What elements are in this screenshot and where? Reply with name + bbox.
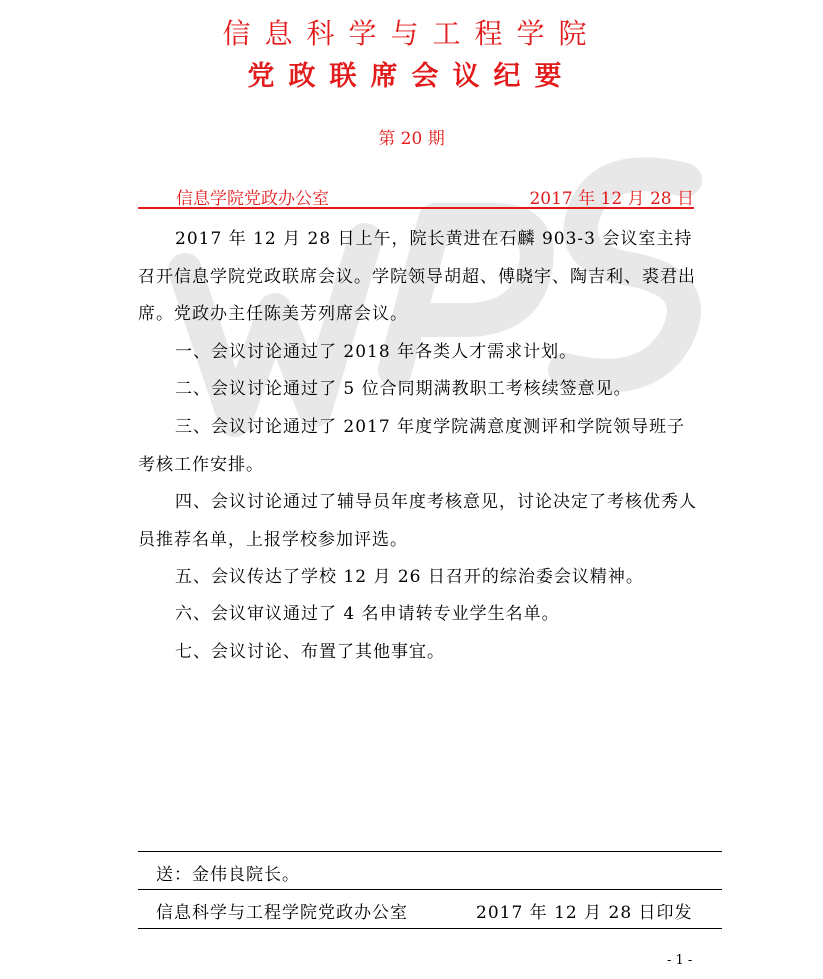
document-title-line1: 信息科学与工程学院 bbox=[222, 17, 601, 50]
header-row bbox=[138, 184, 694, 208]
footer-divider-bottom bbox=[138, 928, 722, 929]
intro-paragraph: 2017 年 12 月 28 日上午，院长黄进在石麟 903-3 会议室主持召开信息学院党政联席会议。学院领导胡超、傅晓宇、陶吉利、裘君出席。党政办主任陈美芳列席会议。 bbox=[138, 229, 696, 324]
agenda-item-6: 六、会议审议通过了 4 名申请转专业学生名单。 bbox=[175, 604, 560, 624]
footer-issuer: 信息科学与工程学院党政办公室 bbox=[156, 903, 408, 923]
agenda-item-3: 三、会议讨论通过了 2017 年度学院满意度测评和学院领导班子考核工作安排。 bbox=[138, 417, 686, 475]
agenda-item-2: 二、会议讨论通过了 5 位合同期满教职工考核续签意见。 bbox=[175, 379, 632, 399]
footer-issue-date: 2017 年 12 月 28 日印发 bbox=[476, 903, 693, 923]
meeting-date: 2017 年 12 月 28 日 bbox=[529, 189, 694, 209]
recipient-line: 送：金伟良院长。 bbox=[156, 865, 300, 885]
red-divider bbox=[138, 207, 694, 209]
page-number: - 1 - bbox=[667, 953, 693, 968]
issue-number: 第 20 期 bbox=[378, 129, 445, 149]
issuer-office: 信息学院党政办公室 bbox=[176, 189, 329, 209]
agenda-item-7: 七、会议讨论、布置了其他事宜。 bbox=[175, 642, 445, 662]
footer-divider-middle bbox=[138, 889, 722, 890]
agenda-item-1: 一、会议讨论通过了 2018 年各类人才需求计划。 bbox=[175, 342, 578, 362]
agenda-item-5: 五、会议传达了学校 12 月 26 日召开的综治委会议精神。 bbox=[175, 567, 644, 587]
agenda-item-4: 四、会议讨论通过了辅导员年度考核意见，讨论决定了考核优秀人员推荐名单，上报学校参加评选。 bbox=[138, 492, 697, 550]
document-title-line2: 党政联席会议纪要 bbox=[247, 61, 576, 92]
footer-divider-top bbox=[138, 851, 722, 852]
